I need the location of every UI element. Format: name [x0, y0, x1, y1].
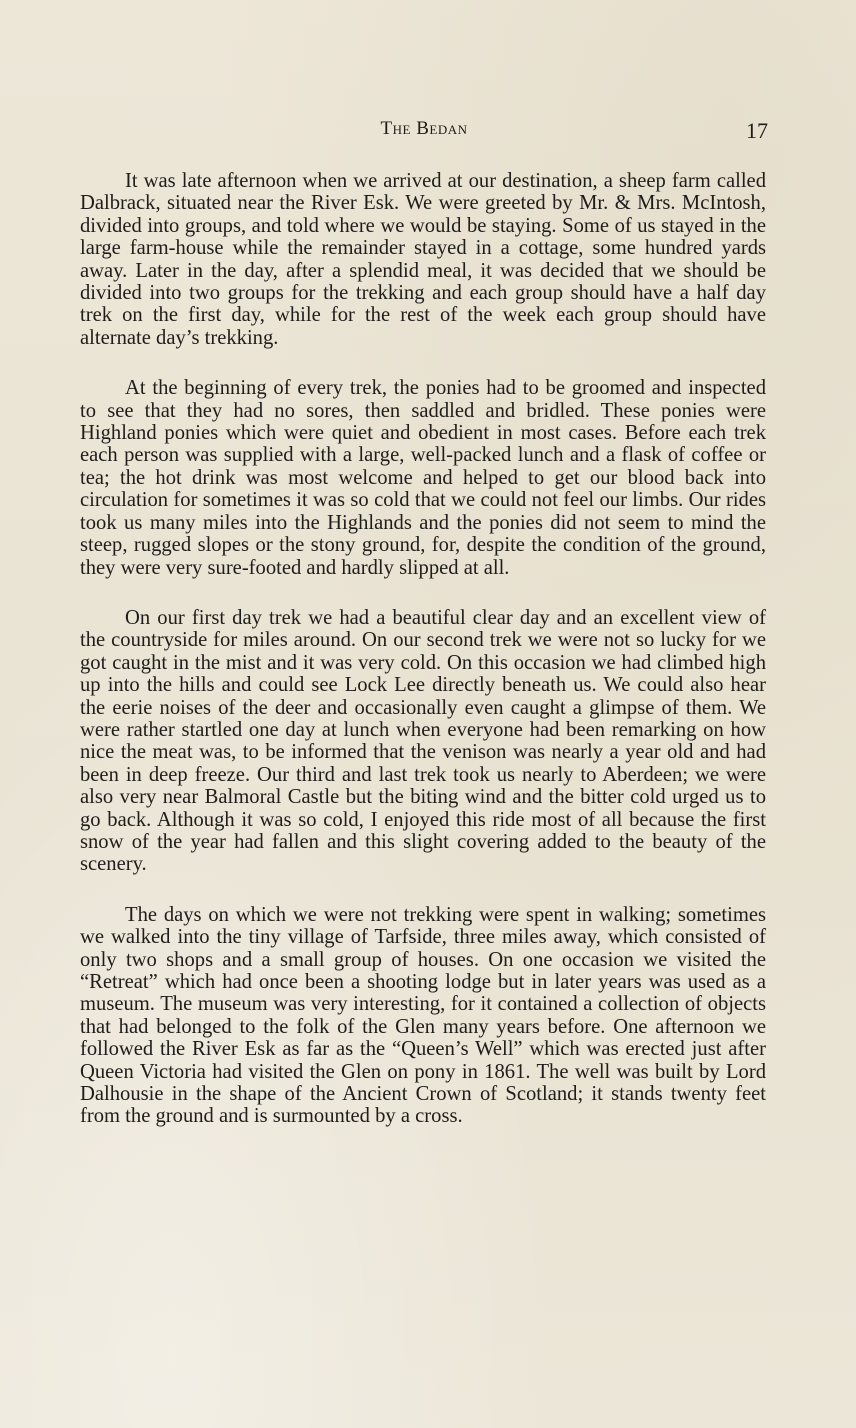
paragraph-arrival: It was late afternoon when we arrived at our destination, a sheep farm called Dalbrack, situated near the River Esk. We were greeted by Mr. & Mrs. McIntosh, divided into groups, and told where we would be staying. Some of us stayed in the large farm-house while the remainder stayed in a cottage, some hundred yards away. Later in the day, after a splendid meal, it was decided that we should be divided into two groups for the trekking and each group should have a half day trek on the first day, while for the rest of the week each group should have alternate day’s trekking. [80, 170, 766, 349]
running-title: The Bedan [380, 118, 468, 139]
paragraph-trek-preparation: At the beginning of every trek, the ponies had to be groomed and inspected to see that they had no sores, then saddled and bridled. These ponies were Highland ponies which were quiet and obedient in most cases. Before each trek each person was supplied with a large, well-packed lunch and a flask of coffee or tea; the hot drink was most welcome and helped to get our blood back into circulation for sometimes it was so cold that we could not feel our limbs. Our rides took us many miles into the Highlands and the ponies did not seem to mind the steep, rugged slopes or the stony ground, for, despite the condition of the ground, they were very sure-footed and hardly slipped at all. [80, 377, 766, 579]
paragraph-walking-days: The days on which we were not trekking were spent in walking; sometimes we walked into the tiny village of Tarfside, three miles away, which consisted of only two shops and a small group of houses. On one occasion we visited the “Retreat” which had once been a shooting lodge but in later years was used as a museum. The museum was very interesting, for it contained a collection of objects that had belonged to the folk of the Glen many years before. One afternoon we followed the River Esk as far as the “Queen’s Well” which was erected just after Queen Victoria had visited the Glen on pony in 1861. The well was built by Lord Dalhousie in the shape of the Ancient Crown of Scotland; it stands twenty feet from the ground and is surmounted by a cross. [80, 903, 766, 1128]
running-head [80, 118, 768, 150]
body-text [80, 170, 766, 1128]
paragraph-trek-days: On our first day trek we had a beautiful clear day and an excellent view of the countryside for miles around. On our second trek we were not so lucky for we got caught in the mist and it was very cold. On this occasion we had climbed high up into the hills and could see Lock Lee directly beneath us. We could also hear the eerie noises of the deer and occasionally even caught a glimpse of them. We were rather startled one day at lunch when everyone had been remarking on how nice the meat was, to be informed that the venison was nearly a year old and had been in deep freeze. Our third and last trek took us nearly to Aberdeen; we were also very near Balmoral Castle but the biting wind and the bitter cold urged us to go back. Although it was so cold, I enjoyed this ride most of all because the first snow of the year had fallen and this slight covering added to the beauty of the scenery. [80, 606, 766, 876]
page-number: 17 [746, 118, 768, 143]
